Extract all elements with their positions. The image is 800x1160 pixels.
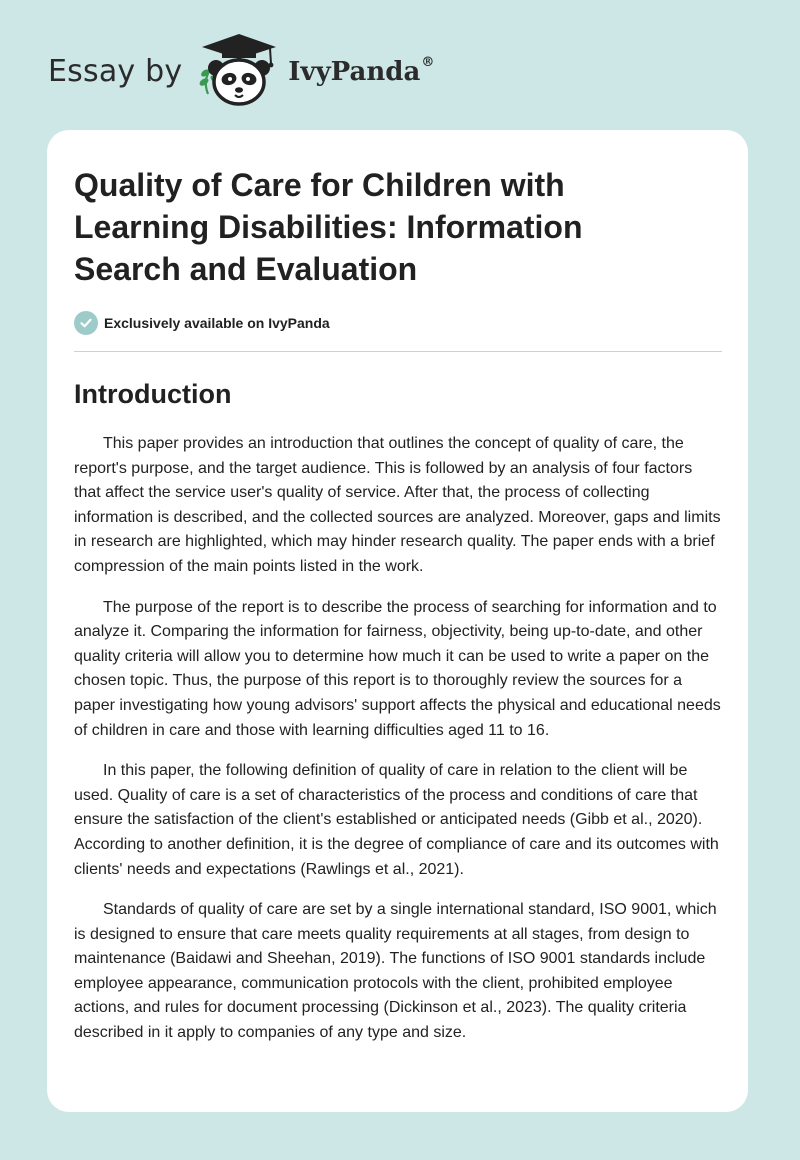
check-circle-icon	[74, 311, 98, 335]
article-body	[74, 432, 722, 1046]
article-title: Quality of Care for Children with Learning Disabilities: Information Search and Evaluation	[74, 167, 583, 287]
body-paragraph: Standards of quality of care are set by a single international standard, ISO 9001, which is designed to ensure that care meets quality requirements at all stages, from design to maintenance (Baidawi and Sheehan, 2019). The functions of ISO 9001 standards include employee appearance, communication protocols with the client, prohibited employee actions, and rules for document processing (Dickinson et al., 2023). The quality criteria described in it apply to companies of any type and size.	[74, 901, 717, 1042]
exclusive-badge	[74, 310, 722, 336]
brand-prefix: Essay by	[48, 53, 183, 89]
title-divider	[74, 351, 722, 352]
site-brand[interactable]	[48, 30, 434, 110]
body-paragraph: The purpose of the report is to describe the process of searching for information and to analyze it. Comparing the information for fairness, objectivity, being up-to-date, and other quality criteria will allow you to determine how much it can be used to write a paper on the chosen topic. Thus, the purpose of this report is to thoroughly review the sources for a paper investigating how young advisors' support affects the physical and educational needs of children in care and those with learning difficulties aged 11 to 16.	[74, 598, 721, 739]
body-paragraph: In this paper, the following definition of quality of care in relation to the client will be used. Quality of care is a set of characteristics of the process and conditions of care that ensure the satisfaction of the client's established or anticipated needs (Gibb et al., 2020). According to another definition, it is the degree of compliance of care and its outcomes with clients' needs and expectations (Rawlings et al., 2021).	[74, 762, 719, 878]
article-card	[47, 130, 748, 1112]
panda-logo-icon	[194, 30, 284, 110]
brand-name: IvyPanda®	[288, 55, 435, 87]
exclusive-badge-text: Exclusively available on IvyPanda	[104, 315, 330, 331]
body-paragraph: This paper provides an introduction that outlines the concept of quality of care, the report's purpose, and the target audience. This is followed by an analysis of four factors that affect the service user's quality of service. After that, the process of collecting information is described, and the collected sources are analyzed. Moreover, gaps and limits in research are highlighted, which may hinder research quality. The paper ends with a brief compression of the main points listed in the work.	[74, 435, 721, 575]
section-heading: Introduction	[74, 379, 232, 409]
